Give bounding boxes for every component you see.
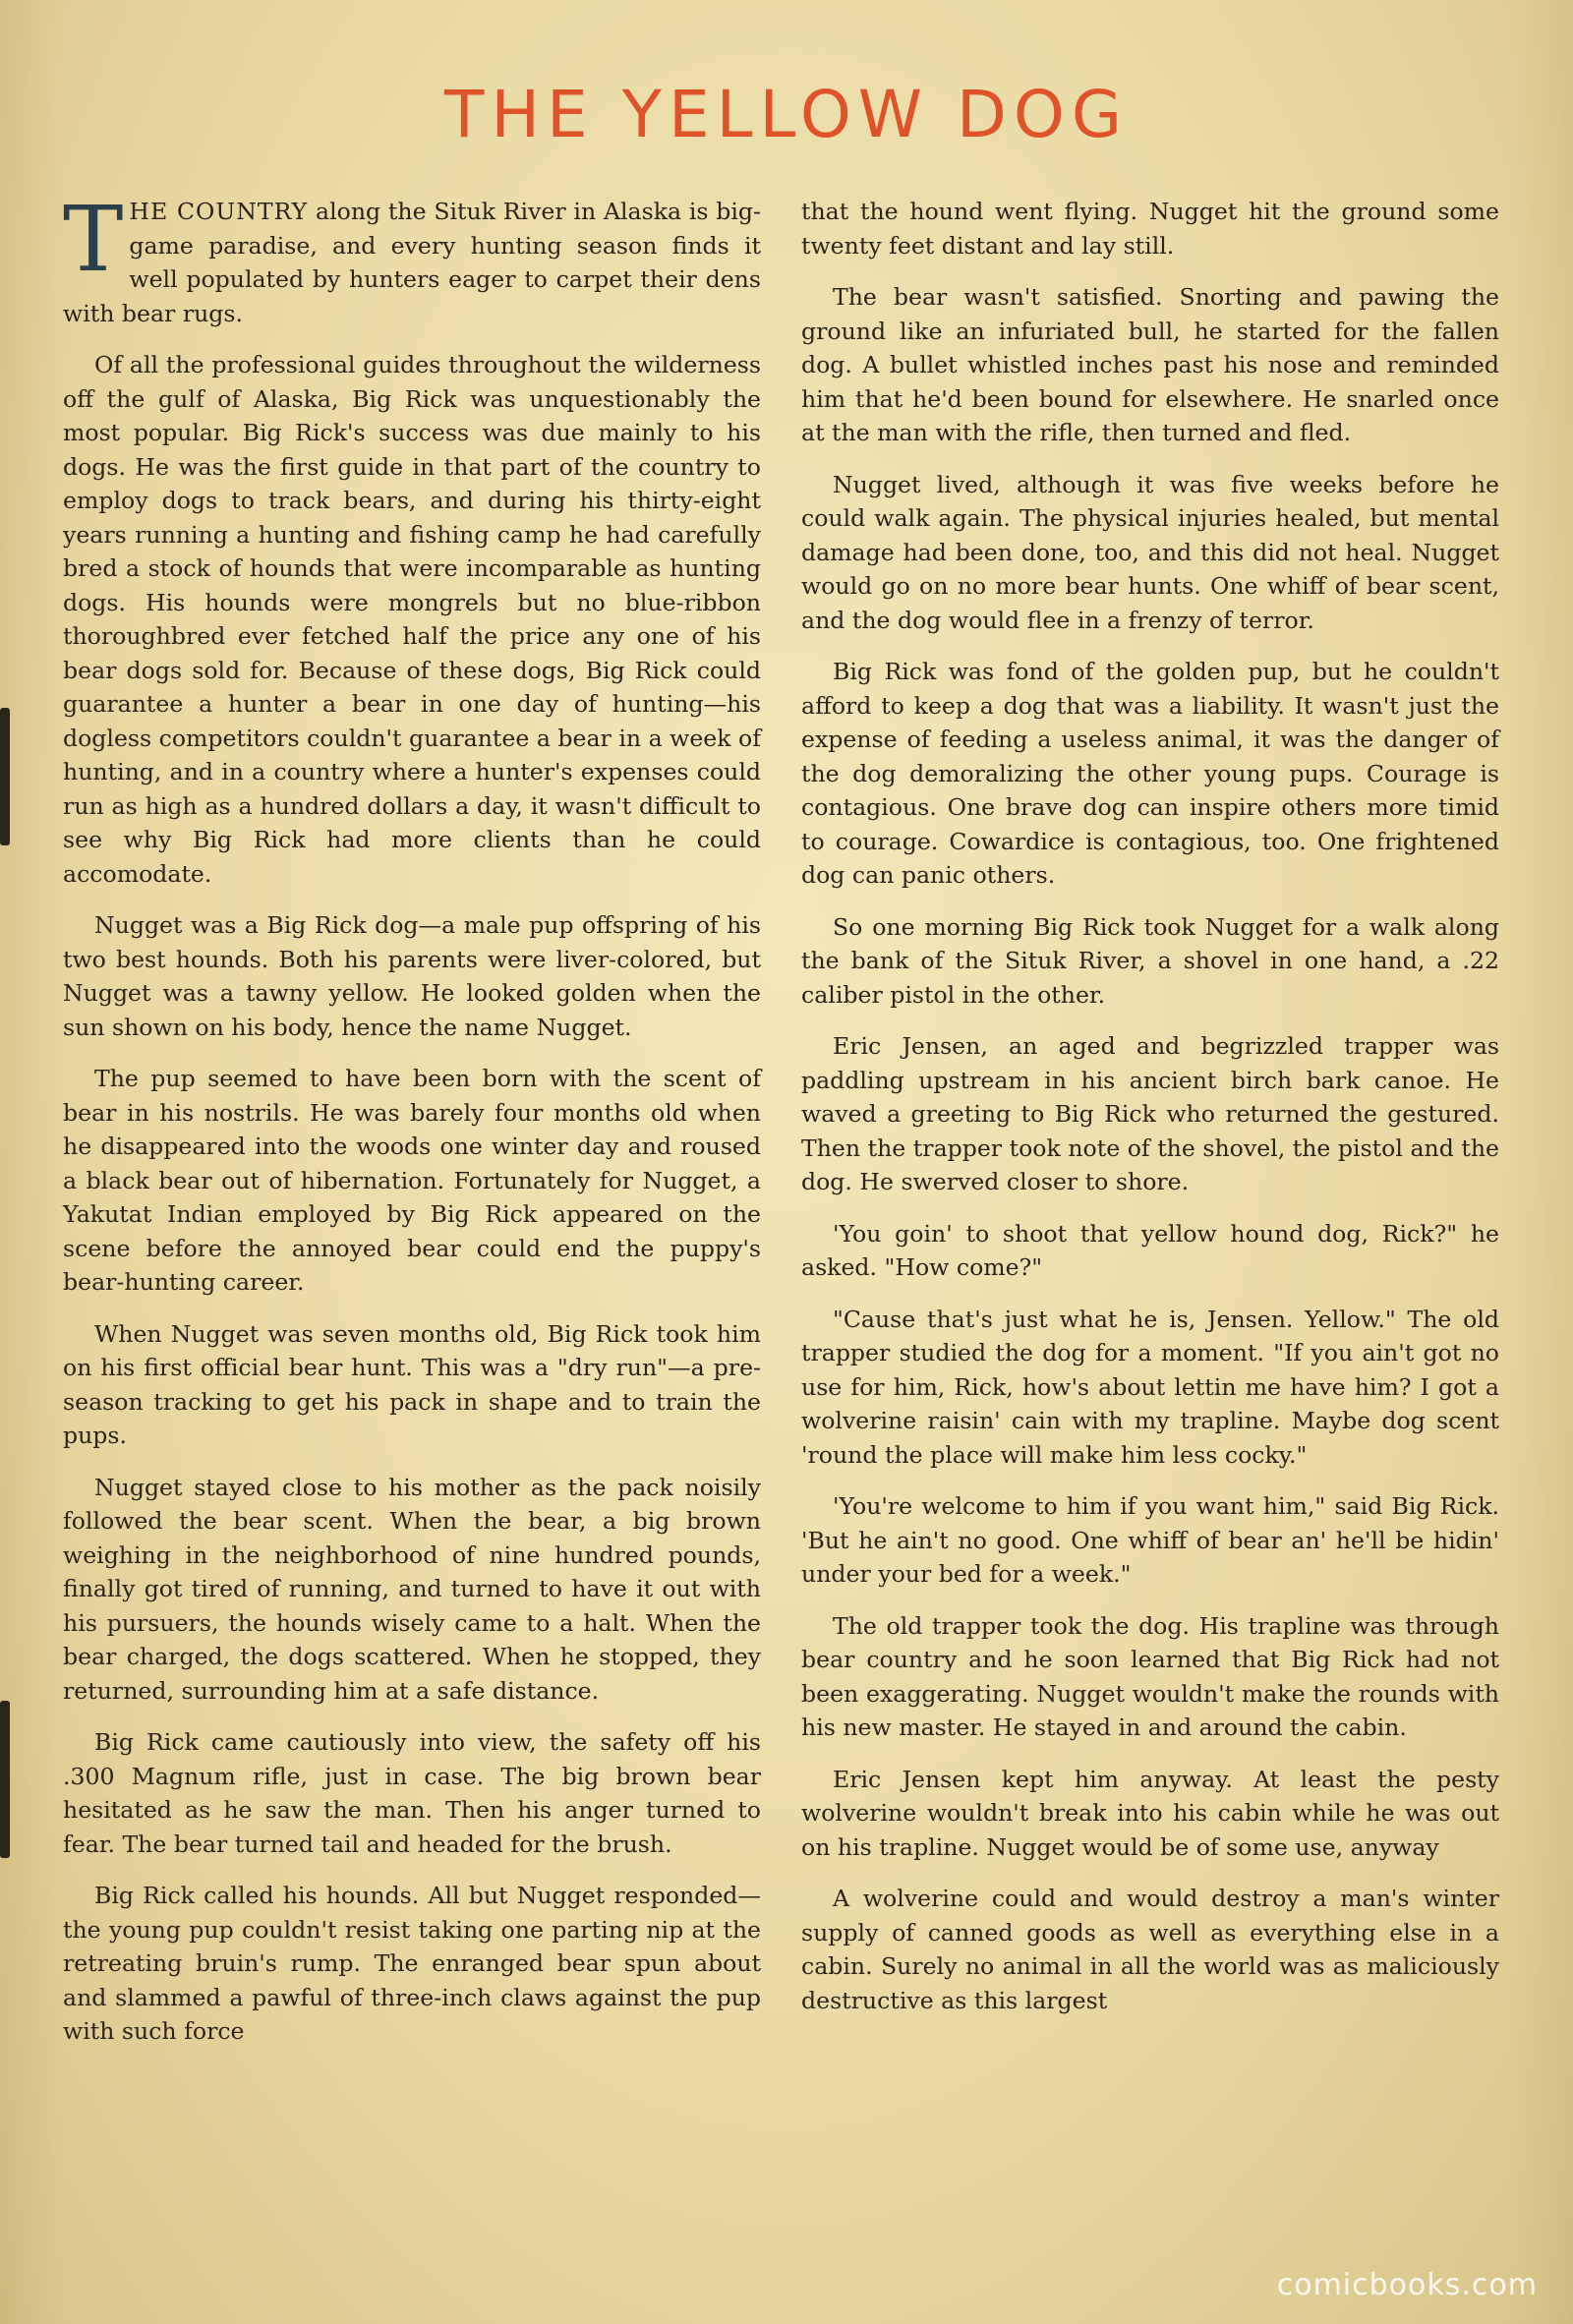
paragraph: A wolverine could and would destroy a man's winter supply of canned goods as well as everything else in a cabin. Surely no animal in all the world was as maliciously destructive as this largest — [801, 1885, 1499, 2014]
paragraph: Nugget stayed close to his mother as the pack noisily followed the bear scent. When the bear, a big brown weighing in the neighborhood of nine hundred pounds, finally got tired of running, and turned to have it out with his pursuers, the hounds wisely came to a halt. When the bear charged, the dogs scattered. When he stopped, they returned, surrounding him at a safe distance. — [63, 1473, 761, 1705]
story-title: THE YELLOW DOG — [444, 77, 1129, 152]
paragraph: The bear wasn't satisfied. Snorting and pawing the ground like an infuriated bull, he started for the fallen dog. A bullet whistled inches past his nose and reminded him that he'd been bound for elsewhere. He snarled once at the man with the rifle, then turned and fled. — [801, 283, 1499, 446]
paragraph: So one morning Big Rick took Nugget for a walk along the bank of the Situk River, a shovel in one hand, a .22 caliber pistol in the other. — [801, 912, 1499, 1009]
paragraph: The pup seemed to have been born with the scent of bear in his nostrils. He was barely four months old when he disappeared into the woods one winter day and roused a black bear out of hibernation. Fortunately for Nugget, a Yakutat Indian employed by Big Rick appeared on the scene before the annoyed bear could end the puppy's bear-hunting career. — [63, 1065, 761, 1296]
paragraph: Big Rick was fond of the golden pup, but he couldn't afford to keep a dog that was a liability. It wasn't just the expense of feeding a useless animal, it was the danger of the dog demoralizing the other young pups. Courage is contagious. One brave dog can inspire others more timid to courage. Cowardice is contagious, too. One frightened dog can panic others. — [801, 658, 1499, 889]
binding-mark — [0, 708, 10, 845]
paragraph: The old trapper took the dog. His trapline was through bear country and he soon learned that Big Rick had not been exaggerating. Nugget wouldn't make the rounds with his new master. He stayed in and around the cabin. — [801, 1611, 1499, 1741]
drop-cap: T — [63, 187, 124, 292]
paragraph: When Nugget was seven months old, Big Rick took him on his first official bear hunt. This was a "dry run"—a pre-season tracking to get his pack in shape and to train the pups. — [63, 1319, 761, 1449]
paragraph: "Cause that's just what he is, Jensen. Yellow." The old trapper studied the dog for a moment. "If you ain't got no use for him, Rick, how's about lettin me have him? I got a wolverine raisin' cain with my trapline. Maybe dog scent 'round the place will make him less cocky." — [801, 1305, 1499, 1469]
lead-paragraph — [63, 187, 762, 330]
paragraph: Big Rick called his hounds. All but Nugget responded—the young pup couldn't resist taking one parting nip at the retreating bruin's rump. The enranged bear spun about and slammed a pawful of three-inch claws against the pup with such force — [63, 1882, 761, 2045]
paragraph: Eric Jensen kept him anyway. At least the pesty wolverine wouldn't break into his cabin while he was out on his trapline. Nugget would be of some use, anyway — [801, 1765, 1499, 1861]
paragraph: 'You goin' to shoot that yellow hound dog, Rick?" he asked. "How come?" — [801, 1219, 1499, 1281]
right-column — [801, 195, 1499, 2035]
watermark: comicbooks.com — [1276, 2268, 1538, 2302]
paragraph: that the hound went flying. Nugget hit the ground some twenty feet distant and lay still. — [801, 198, 1499, 260]
paragraph: Nugget lived, although it was five weeks before he could walk again. The physical injuries healed, but mental damage had been done, too, and this did not heal. Nugget would go on no more bear hunts. One whiff of bear scent, and the dog would flee in a frenzy of terror. — [801, 470, 1499, 634]
lead-text: along the Situk River in Alaska is big-game paradise, and every hunting season finds it well populated by hunters eager to carpet their dens with bear rugs. — [63, 198, 762, 327]
paragraph: Of all the professional guides throughout the wilderness off the gulf of Alaska, Big Rick was unquestionably the most popular. Big Rick's success was due mainly to his dogs. He was the first guide in that part of the country to employ dogs to track bears, and during his thirty-eight years running a hunting and fishing camp he had carefully bred a stock of hounds that were incomparable as hunting dogs. His hounds were mongrels but no blue-ribbon thoroughbred ever fetched half the price any one of his bear dogs sold for. Because of these dogs, Big Rick could guarantee a hunter a bear in one day of hunting—his dogless competitors couldn't guarantee a bear in a week of hunting, and in a country where a hunter's expenses could run as high as a hundred dollars a day, it wasn't difficult to see why Big Rick had more clients than he could accomodate. — [63, 351, 761, 888]
binding-mark — [0, 1701, 10, 1858]
paragraph: Nugget was a Big Rick dog—a male pup offspring of his two best hounds. Both his parents were liver-colored, but Nugget was a tawny yellow. He looked golden when the sun shown on his body, hence the name Nugget. — [63, 911, 761, 1041]
paragraph: 'You're welcome to him if you want him," said Big Rick. 'But he ain't no good. One whiff of bear an' he'll be hidin' under your bed for a week." — [801, 1492, 1499, 1588]
paragraph: Eric Jensen, an aged and begrizzled trapper was paddling upstream in his ancient birch bark canoe. He waved a greeting to Big Rick who returned the gestured. Then the trapper took note of the shovel, the pistol and the dog. He swerved closer to shore. — [801, 1032, 1499, 1195]
paragraph: Big Rick came cautiously into view, the safety off his .300 Magnum rifle, just in case. The big brown bear hesitated as he saw the man. Then his anger turned to fear. The bear turned tail and headed for the brush. — [63, 1728, 761, 1858]
lead-caps: HE COUNTRY — [129, 198, 309, 225]
left-column — [63, 187, 762, 2066]
